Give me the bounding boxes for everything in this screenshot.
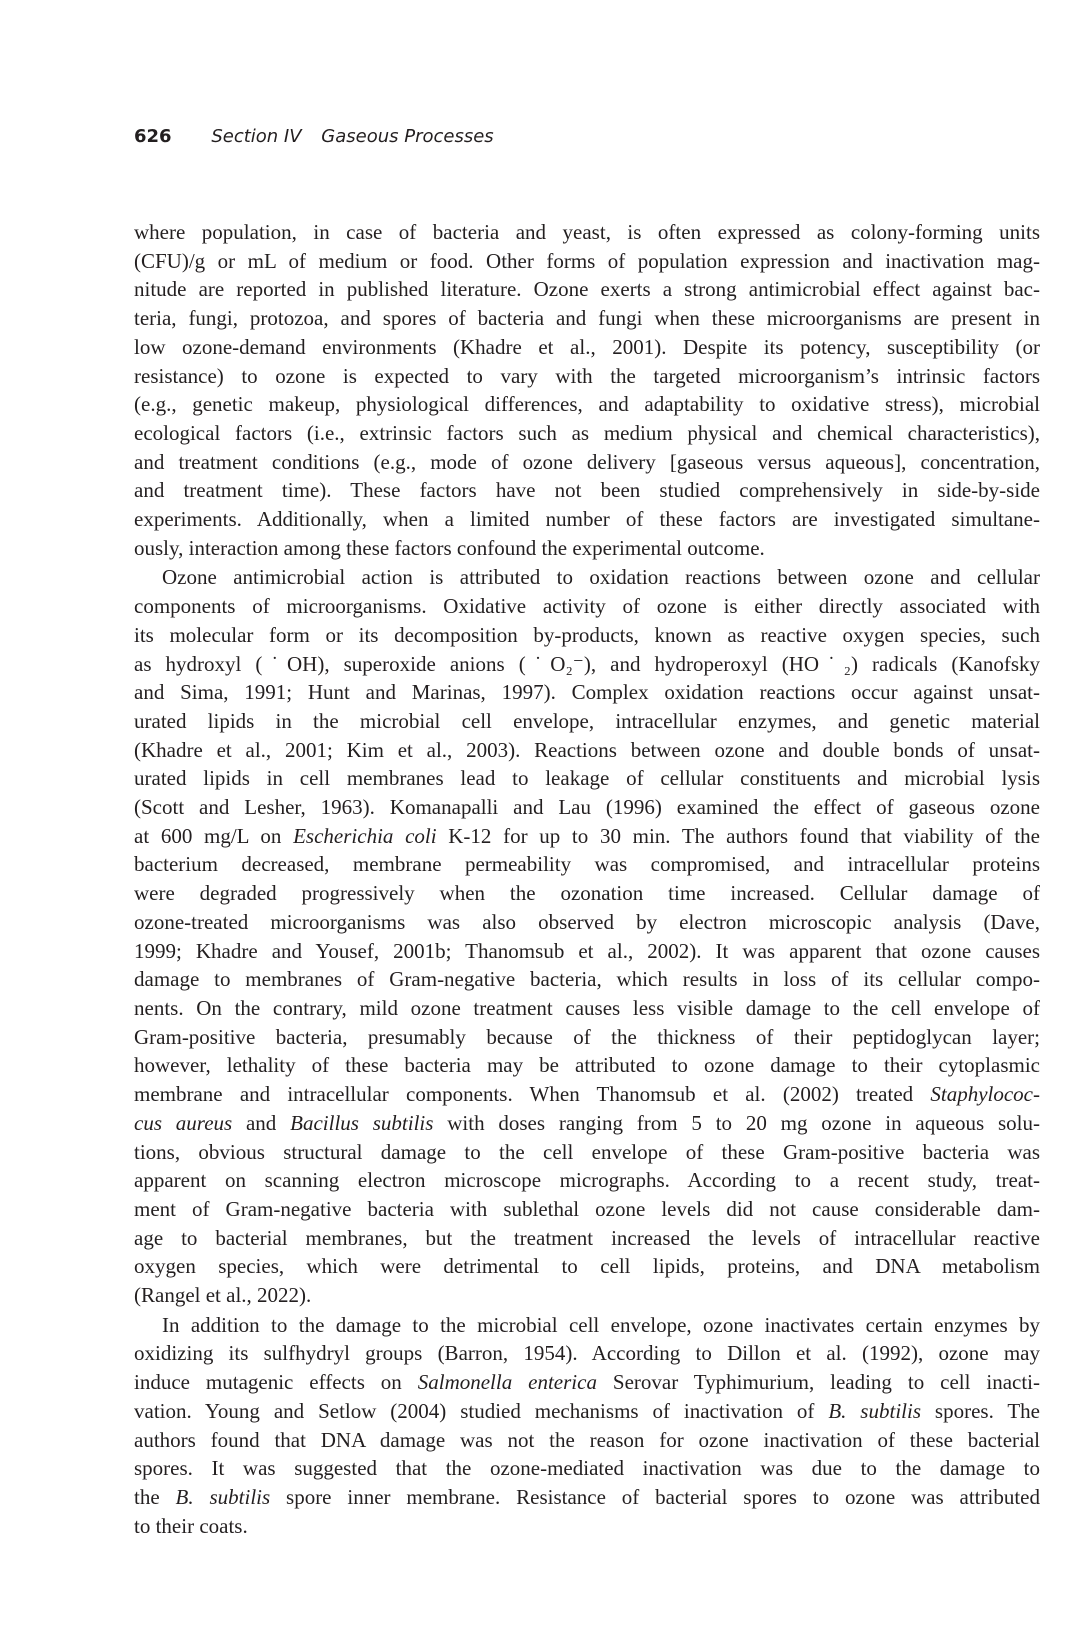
text-line: oxygen species, which were detrimental to cell lipids, proteins, and DNA metabolism	[134, 1254, 1040, 1279]
running-header	[134, 122, 494, 152]
text-line: the B. subtilis spore inner membrane. Resistance of bacterial spores to ozone was attributed	[134, 1484, 1041, 1509]
text-line: and treatment conditions (e.g., mode of ozone delivery [gaseous versus aqueous], concentration,	[134, 449, 1040, 474]
text-line: nitude are reported in published literature. Ozone exerts a strong antimicrobial effect against bac-	[134, 277, 1040, 302]
paragraph	[134, 1311, 1040, 1541]
text-line: were degraded progressively when the ozonation time increased. Cellular damage of	[134, 881, 1040, 906]
text-line: its molecular form or its decomposition by-products, known as reactive oxygen species, such	[134, 622, 1040, 647]
text-line: 1999; Khadre and Yousef, 2001b; Thanomsub et al., 2002). It was apparent that ozone causes	[134, 938, 1040, 963]
text-line: ozone-treated microorganisms was also observed by electron microscopic analysis (Dave,	[134, 909, 1040, 934]
italic-term: Staphylococ-	[930, 1082, 1040, 1107]
text-line: and Sima, 1991; Hunt and Marinas, 1997). Complex oxidation reactions occur against unsat-	[134, 680, 1040, 705]
text-line: urated lipids in cell membranes lead to leakage of cellular constituents and microbial lysis	[134, 766, 1040, 791]
text-line: at 600 mg/L on Escherichia coli K-12 for up to 30 min. The authors found that viability of the	[134, 823, 1041, 848]
text-line: low ozone-demand environments (Khadre et al., 2001). Despite its potency, susceptibility (or	[134, 334, 1040, 359]
text-line: spores. It was suggested that the ozone-mediated inactivation was due to the damage to	[134, 1456, 1040, 1481]
text-line: ment of Gram-negative bacteria with sublethal ozone levels did not cause considerable dam-	[134, 1196, 1040, 1221]
text-line: nents. On the contrary, mild ozone treatment causes less visible damage to the cell envelope of	[134, 995, 1040, 1020]
text-line: oxidizing its sulfhydryl groups (Barron, 1954). According to Dillon et al. (1992), ozone may	[134, 1341, 1040, 1366]
text-line: cus aureus and Bacillus subtilis with doses ranging from 5 to 20 mg ozone in aqueous solu-	[134, 1110, 1040, 1135]
page-number: 626	[134, 126, 172, 147]
italic-term: Escherichia coli	[293, 823, 437, 848]
text-line: age to bacterial membranes, but the treatment increased the levels of intracellular reactive	[134, 1225, 1040, 1250]
text-line: components of microorganisms. Oxidative activity of ozone is either directly associated with	[134, 594, 1040, 619]
section-title: Gaseous Processes	[321, 126, 494, 147]
text-line: ously, interaction among these factors confound the experimental outcome.	[134, 535, 765, 560]
italic-term: B. subtilis	[828, 1398, 921, 1423]
text-line: experiments. Additionally, when a limited number of these factors are investigated simultane-	[134, 507, 1040, 532]
text-line: vation. Young and Setlow (2004) studied mechanisms of inactivation of B. subtilis spores. The	[134, 1398, 1040, 1423]
text-line: tions, obvious structural damage to the cell envelope of these Gram-positive bacteria was	[134, 1139, 1040, 1164]
text-line: urated lipids in the microbial cell envelope, intracellular enzymes, and genetic material	[134, 708, 1040, 733]
text-line: teria, fungi, protozoa, and spores of bacteria and fungi when these microorganisms are present in	[134, 306, 1040, 331]
text-line: induce mutagenic effects on Salmonella enterica Serovar Typhimurium, leading to cell inacti-	[134, 1370, 1040, 1395]
text-line: authors found that DNA damage was not the reason for ozone inactivation of these bacterial	[134, 1427, 1040, 1452]
text-line: Ozone antimicrobial action is attributed to oxidation reactions between ozone and cellular	[162, 565, 1040, 590]
text-line: ecological factors (i.e., extrinsic factors such as medium physical and chemical characteristics),	[134, 420, 1040, 445]
text-line: where population, in case of bacteria and yeast, is often expressed as colony-forming units	[134, 220, 1040, 244]
text-line: (Rangel et al., 2022).	[134, 1283, 312, 1308]
italic-term: cus aureus	[134, 1110, 233, 1135]
body-text	[134, 218, 1040, 1541]
text-line: In addition to the damage to the microbial cell envelope, ozone inactivates certain enzymes by	[162, 1312, 1040, 1337]
italic-term: B. subtilis	[175, 1484, 271, 1509]
text-line: (CFU)/g or mL of medium or food. Other forms of population expression and inactivation mag-	[134, 248, 1040, 273]
paragraph	[134, 218, 1040, 562]
text-line: however, lethality of these bacteria may be attributed to ozone damage to their cytoplasmic	[134, 1053, 1040, 1078]
italic-term: Bacillus subtilis	[290, 1110, 434, 1135]
text-line: apparent on scanning electron microscope micrographs. According to a recent study, treat-	[134, 1168, 1040, 1193]
paragraph	[134, 563, 1040, 1309]
text-line: and treatment time). These factors have not been studied comprehensively in side-by-side	[134, 478, 1040, 503]
text-line: (e.g., genetic makeup, physiological differences, and adaptability to oxidative stress), microbial	[134, 392, 1040, 417]
text-line: (Khadre et al., 2001; Kim et al., 2003). Reactions between ozone and double bonds of unsat-	[134, 737, 1040, 762]
text-line: Gram-positive bacteria, presumably because of the thickness of their peptidoglycan layer;	[134, 1024, 1040, 1049]
text-line: as hydroxyl (˙OH), superoxide anions (˙O₂⁻), and hydroperoxyl (HO˙₂) radicals (Kanofsky	[134, 651, 1040, 676]
text-line: resistance) to ozone is expected to vary with the targeted microorganism’s intrinsic factors	[134, 363, 1040, 388]
section-label: Section IV	[211, 126, 302, 147]
text-line: (Scott and Lesher, 1963). Komanapalli and Lau (1996) examined the effect of gaseous ozone	[134, 795, 1040, 820]
text-line: to their coats.	[134, 1513, 248, 1538]
text-line: membrane and intracellular components. When Thanomsub et al. (2002) treated Staphylococ-	[134, 1082, 1040, 1107]
text-line: bacterium decreased, membrane permeability was compromised, and intracellular proteins	[134, 852, 1040, 877]
italic-term: Salmonella enterica	[417, 1370, 597, 1395]
text-line: damage to membranes of Gram-negative bacteria, which results in loss of its cellular compo-	[134, 967, 1040, 992]
